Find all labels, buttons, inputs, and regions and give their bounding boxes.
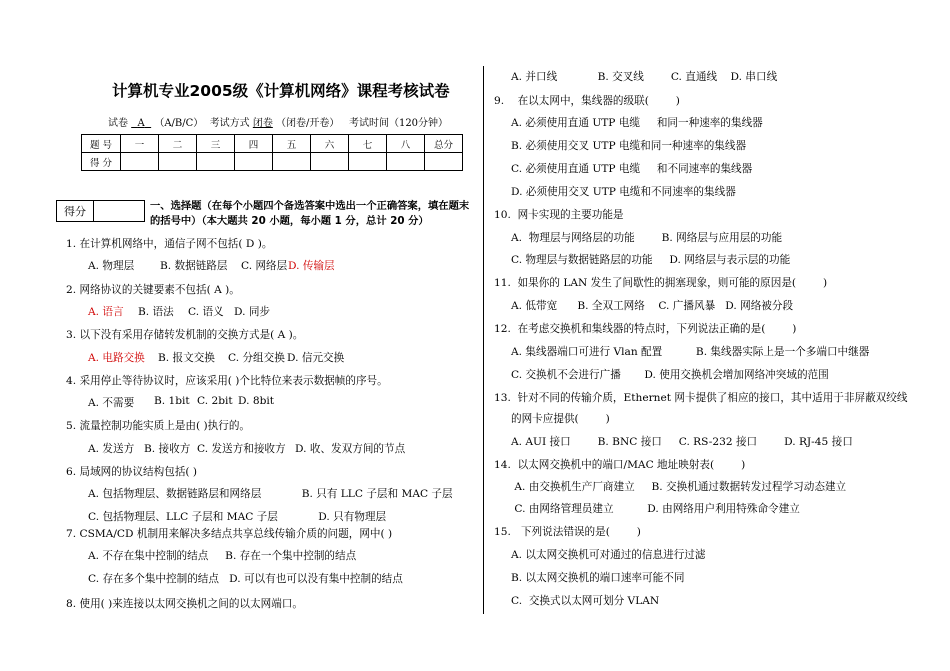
option-line: A. 包括物理层、数据链路层和网络层 B. 只有 LLC 子层和 MAC 子层 [88, 488, 453, 500]
question-stem: 4. 采用停止等待协议时，应该采用( )个比特位来表示数据帧的序号。 [66, 375, 388, 387]
score-table-header-row [82, 135, 463, 153]
score-table [81, 134, 463, 171]
score-cell: 五 [273, 135, 311, 153]
score-input-cell[interactable] [311, 153, 349, 171]
question-stem: 7. CSMA/CD 机制用来解决多结点共享总线传输介质的问题，网中( ) [66, 528, 393, 540]
option-line: A. AUI 接口 B. BNC 接口 C. RS-232 接口 D. RJ-45 接口 [511, 436, 853, 448]
option-line: C. 物理层与数据链路层的功能 D. 网络层与表示层的功能 [511, 254, 791, 266]
option-line: D. 必须使用交叉 UTP 电缆和不同速率的集线器 [511, 186, 736, 198]
option: D. 收、发双方间的节点 [295, 443, 406, 455]
option-line: B. 必须使用交叉 UTP 电缆和同一种速率的集线器 [511, 140, 747, 152]
section-1-heading: 一、选择题（在每个小题四个备选答案中选出一个正确答案，填在题末的括号中）（本大题共 20 小题，每小题 1 分，总计 20 分） [150, 200, 470, 227]
option: C. 语义 [188, 306, 224, 318]
option: B. 报文交换 [158, 352, 215, 364]
option-line: A. 必须使用直通 UTP 电缆 和同一种速率的集线器 [511, 117, 763, 129]
score-input-cell[interactable] [121, 153, 159, 171]
question-stem: 13. 针对不同的传输介质，Ethernet 网卡提供了相应的接口，其中适用于非屏蔽双绞线 [494, 392, 908, 404]
option-correct-answer: A. 电路交换 [88, 352, 145, 364]
question-stem: 10. 网卡实现的主要功能是 [494, 209, 624, 221]
question-stem: 1. 在计算机网络中，通信子网不包括( D )。 [66, 238, 273, 250]
option-line: A. 不存在集中控制的结点 B. 存在一个集中控制的结点 [88, 550, 357, 562]
question-stem: 12. 在考虑交换机和集线器的特点时，下列说法正确的是( ) [494, 323, 797, 335]
paper-value: A [137, 118, 145, 129]
question-stem: 8. 使用( )来连接以太网交换机之间的以太网端口。 [66, 598, 303, 610]
score-input-cell[interactable] [159, 153, 197, 171]
question-stem: 6. 局域网的协议结构包括( ) [66, 466, 198, 478]
score-cell: 四 [235, 135, 273, 153]
option-line: A. 由交换机生产厂商建立 B. 交换机通过数据转发过程学习动态建立 [511, 481, 847, 493]
option-line: C. 交换机不会进行广播 D. 使用交换机会增加网络冲突域的范围 [511, 369, 829, 381]
option-line: A. 并口线 B. 交叉线 C. 直通线 D. 串口线 [511, 71, 778, 83]
score-cell: 总分 [425, 135, 463, 153]
score-input-cell[interactable] [235, 153, 273, 171]
score-input-cell[interactable] [387, 153, 425, 171]
option: B. 1bit [154, 395, 190, 407]
option: D. 8bit [238, 395, 275, 407]
option-line: A. 以太网交换机可对通过的信息进行过滤 [511, 549, 706, 561]
score-cell: 八 [387, 135, 425, 153]
score-input-cell[interactable] [425, 153, 463, 171]
score-cell: 题 号 [82, 135, 121, 153]
method-label: 考试方式 [209, 118, 250, 129]
question-stem: 2. 网络协议的关键要素不包括( A )。 [66, 284, 240, 296]
score-cell: 七 [349, 135, 387, 153]
option: C. 分组交换 [228, 352, 285, 364]
option: B. 接收方 [144, 443, 191, 455]
score-cell: 二 [159, 135, 197, 153]
score-input-cell[interactable] [273, 153, 311, 171]
score-cell: 得 分 [82, 153, 121, 171]
section-score-input[interactable] [94, 201, 145, 222]
question-stem: 3. 以下没有采用存储转发机制的交换方式是( A )。 [66, 329, 304, 341]
option-line: C. 包括物理层、LLC 子层和 MAC 子层 D. 只有物理层 [88, 511, 387, 523]
score-cell: 一 [121, 135, 159, 153]
method-value: 闭卷 [252, 118, 273, 129]
option: B. 语法 [138, 306, 174, 318]
question-stem: 5. 流量控制功能实质上是由( )执行的。 [66, 420, 251, 432]
method-hint: （闭卷/开卷） [276, 118, 340, 129]
score-table-score-row [82, 153, 463, 171]
option-correct-answer: A. 语言 [88, 306, 124, 318]
option: B. 数据链路层 [160, 260, 228, 272]
section-score-box [56, 200, 145, 222]
option: C. 发送方和接收方 [197, 443, 286, 455]
exam-info [108, 114, 448, 129]
score-input-cell[interactable] [349, 153, 387, 171]
question-stem: 15. 下列说法错误的是( ) [494, 526, 641, 538]
option-line: A. 集线器端口可进行 Vlan 配置 B. 集线器实际上是一个多端口中继器 [511, 346, 870, 358]
option: A. 不需要 [88, 397, 135, 409]
section-score-label: 得分 [57, 201, 94, 222]
option: D. 信元交换 [287, 352, 345, 364]
option-line: B. 以太网交换机的端口速率可能不同 [511, 572, 685, 584]
score-input-cell[interactable] [197, 153, 235, 171]
option-line: 的网卡应提供( ) [511, 413, 610, 425]
option: A. 物理层 [88, 260, 135, 272]
option-line: C. 由网络管理员建立 D. 由网络用户利用特殊命令建立 [511, 503, 800, 515]
option-correct-answer: D. 传输层 [288, 260, 335, 272]
paper-hint: （A/B/C） [154, 118, 204, 129]
option-line: C. 存在多个集中控制的结点 D. 可以有也可以没有集中控制的结点 [88, 573, 403, 585]
option: D. 同步 [234, 306, 271, 318]
option: A. 发送方 [88, 443, 135, 455]
column-divider [483, 66, 484, 614]
exam-title: 计算机专业2005级《计算机网络》课程考核试卷 [112, 82, 450, 100]
score-cell: 三 [197, 135, 235, 153]
question-stem: 9. 在以太网中，集线器的级联( ) [494, 95, 680, 107]
exam-time: 考试时间（120分钟） [348, 118, 449, 129]
option: C. 网络层 [241, 260, 288, 272]
question-stem: 14. 以太网交换机中的端口/MAC 地址映射表( ) [494, 459, 746, 471]
score-cell: 六 [311, 135, 349, 153]
option-line: A. 低带宽 B. 全双工网络 C. 广播风暴 D. 网络被分段 [511, 300, 794, 312]
option-line: C. 必须使用直通 UTP 电缆 和不同速率的集线器 [511, 163, 753, 175]
option-line: A. 物理层与网络层的功能 B. 网络层与应用层的功能 [511, 232, 783, 244]
question-stem: 11. 如果你的 LAN 发生了间歇性的拥塞现象，则可能的原因是( ) [494, 277, 828, 289]
paper-label: 试卷 [108, 118, 128, 129]
option-line: C. 交换式以太网可划分 VLAN [511, 595, 660, 607]
option: C. 2bit [197, 395, 233, 407]
